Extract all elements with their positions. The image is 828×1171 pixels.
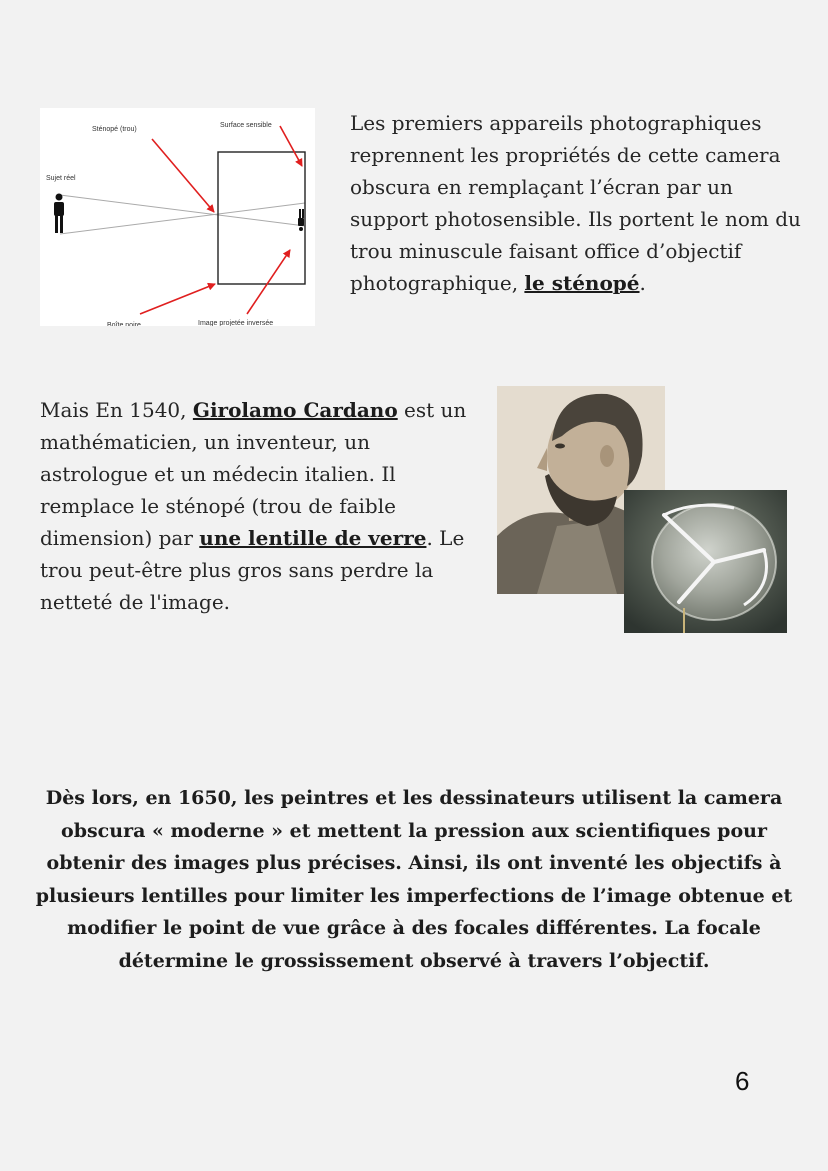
- inverted-image-figure: [298, 209, 304, 231]
- light-ray: [60, 195, 305, 226]
- label-box: Boîte noire: [107, 322, 141, 326]
- label-image: Image projetée inversée: [198, 320, 274, 326]
- paragraph-end: .: [639, 271, 646, 295]
- paragraph-text-after: . Le trou peut-être plus gros sans perdre la netteté de l'image.: [40, 526, 465, 614]
- page-number: 6: [735, 1066, 750, 1096]
- paragraph-text-before: Mais En 1540,: [40, 398, 193, 422]
- link-stenope[interactable]: le sténopé: [524, 271, 640, 295]
- light-ray: [60, 203, 305, 234]
- glass-lens-image: [624, 490, 787, 633]
- link-lentille-de-verre[interactable]: une lentille de verre: [199, 526, 427, 550]
- arrow-pinhole: [152, 139, 214, 212]
- paragraph-text: Les premiers appareils photographiques reprennent les propriétés de cette camera obscura en remplaçant l’écran par un support photosensible. Ils portent le nom du trou minuscule faisant office d’objectif photographique,: [350, 111, 801, 295]
- paragraph-1650: Dès lors, en 1650, les peintres et les dessinateurs utilisent la camera obscura « moderne » et mettent la pression aux scientifiques pour obtenir des images plus précises. Ainsi, ils ont inventé les objectifs à plusieurs lentilles pour limiter les imperfections de l’image obtenue et modifier le point de vue grâce à des focales différentes. La focale détermine le grossissement observé à travers l’objectif.: [35, 787, 793, 972]
- diagram-svg: [40, 108, 315, 326]
- paragraph-pinhole: [350, 107, 810, 299]
- arrow-box: [140, 284, 215, 314]
- label-surface: Surface sensible: [220, 122, 272, 129]
- link-girolamo-cardano[interactable]: Girolamo Cardano: [192, 398, 398, 422]
- subject-figure: [54, 194, 64, 234]
- label-pinhole: Sténopé (trou): [92, 126, 137, 133]
- paragraph-text-mid: est un mathématicien, un inventeur, un astrologue et un médecin italien. Il remplace le sténopé (trou de faible dimension) par: [40, 398, 467, 550]
- paragraph-cardano: [40, 394, 480, 618]
- black-box: [218, 152, 305, 284]
- camera-obscura-diagram: [40, 108, 315, 326]
- label-subject: Sujet réel: [46, 175, 76, 182]
- arrow-image: [247, 250, 290, 314]
- arrow-surface: [280, 126, 302, 166]
